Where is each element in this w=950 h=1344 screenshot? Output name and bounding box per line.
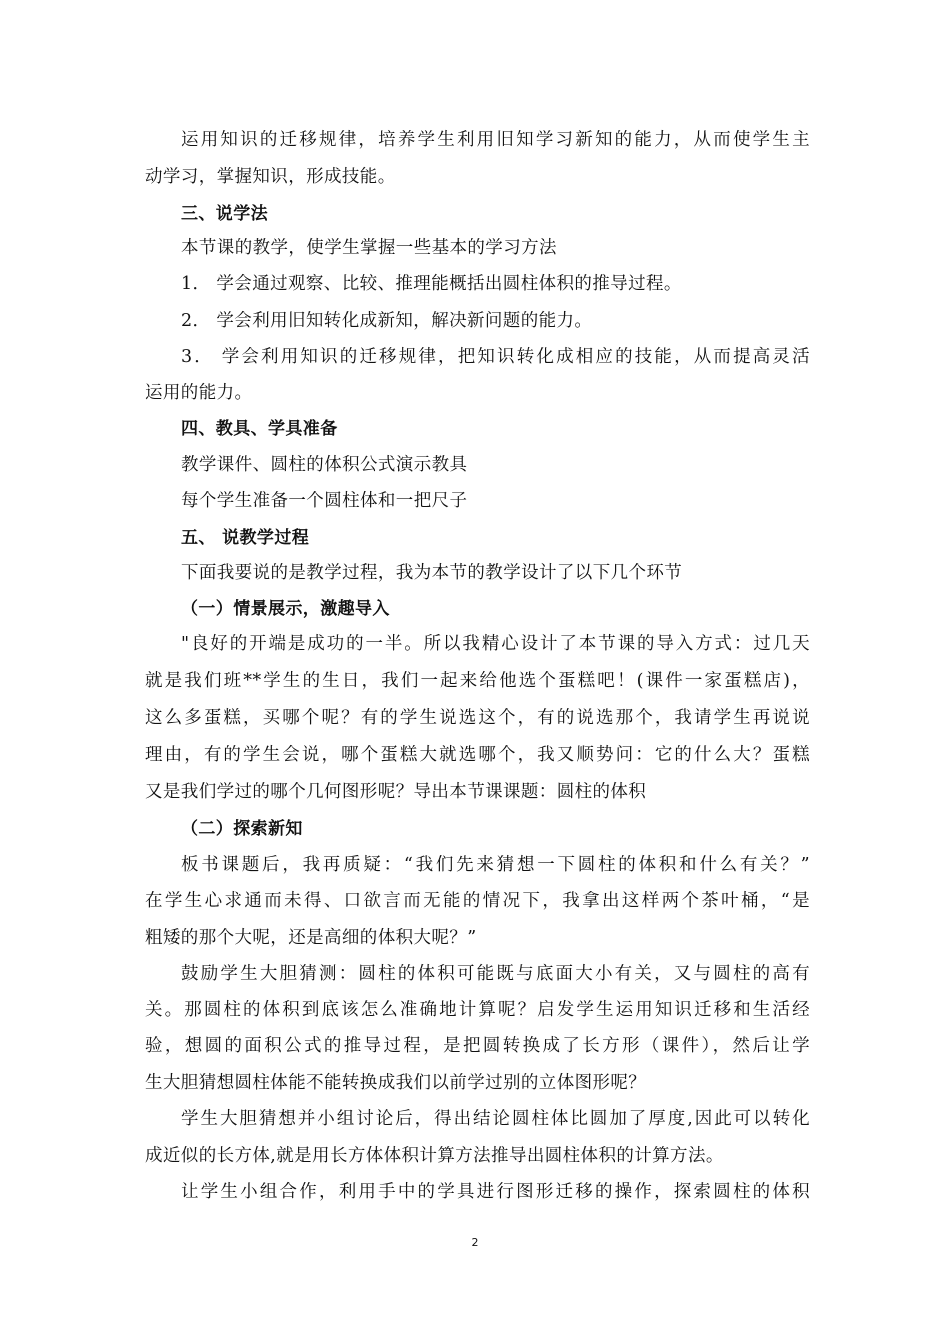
- paragraph-line: 让学生小组合作，利用手中的学具进行图形迁移的操作，探索圆柱的体积: [181, 1182, 810, 1202]
- paragraph-line: 就是我们班**学生的生日，我们一起来给他选个蛋糕吧！(课件一家蛋糕店)，: [145, 671, 810, 691]
- paragraph-line: 每个学生准备一个圆柱体和一把尺子: [181, 491, 468, 511]
- paragraph-line: 教学课件、圆柱的体积公式演示教具: [181, 455, 468, 475]
- paragraph-line: 理由，有的学生会说，哪个蛋糕大就选哪个，我又顺势问：它的什么大？蛋糕: [145, 745, 810, 765]
- paragraph-line: "良好的开端是成功的一半。所以我精心设计了本节课的导入方式：过几天: [181, 634, 810, 654]
- paragraph-line: 板书课题后，我再质疑：“我们先来猜想一下圆柱的体积和什么有关？”: [181, 855, 810, 875]
- paragraph-line: 在学生心求通而未得、口欲言而无能的情况下，我拿出这样两个茶叶桶，“是: [145, 891, 810, 911]
- paragraph-line: 鼓励学生大胆猜测：圆柱的体积可能既与底面大小有关，又与圆柱的高有: [181, 964, 810, 984]
- paragraph-line: 成近似的长方体,就是用长方体体积计算方法推导出圆柱体积的计算方法。: [145, 1146, 724, 1166]
- subsection-heading: （一）情景展示，激趣导入: [181, 599, 390, 619]
- section-heading: 四、教具、学具准备: [181, 419, 338, 439]
- paragraph-line: 这么多蛋糕，买哪个呢？有的学生说选这个，有的说选那个，我请学生再说说: [145, 708, 810, 728]
- paragraph-line: 学生大胆猜想并小组讨论后，得出结论圆柱体比圆加了厚度,因此可以转化: [181, 1109, 810, 1129]
- list-item: 3． 学会利用知识的迁移规律，把知识转化成相应的技能，从而提高灵活: [181, 347, 810, 367]
- list-item: 1． 学会通过观察、比较、推理能概括出圆柱体积的推导过程。: [181, 274, 682, 294]
- list-item: 2． 学会利用旧知转化成新知，解决新问题的能力。: [181, 311, 593, 331]
- paragraph-line: 下面我要说的是教学过程，我为本节的教学设计了以下几个环节: [181, 563, 683, 583]
- subsection-heading: （二）探索新知: [181, 819, 303, 839]
- paragraph-line: 粗矮的那个大呢，还是高细的体积大呢？”: [145, 928, 477, 948]
- paragraph-line: 本节课的教学，使学生掌握一些基本的学习方法: [181, 238, 557, 258]
- paragraph-line: 关。那圆柱的体积到底该怎么准确地计算呢？启发学生运用知识迁移和生活经: [145, 1000, 810, 1020]
- paragraph-line: 运用知识的迁移规律，培养学生利用旧知学习新知的能力，从而使学生主: [181, 130, 810, 150]
- paragraph-line: 动学习，掌握知识，形成技能。: [145, 167, 396, 187]
- paragraph-line: 运用的能力。: [145, 383, 253, 403]
- section-heading: 五、 说教学过程: [181, 528, 310, 548]
- paragraph-line: 又是我们学过的哪个几何图形呢？导出本节课课题：圆柱的体积: [145, 782, 647, 802]
- page-number: 2: [471, 1236, 479, 1249]
- section-heading: 三、说学法: [181, 204, 268, 224]
- paragraph-line: 生大胆猜想圆柱体能不能转换成我们以前学过别的立体图形呢？: [145, 1073, 647, 1093]
- paragraph-line: 验，想圆的面积公式的推导过程，是把圆转换成了长方形（课件），然后让学: [145, 1036, 810, 1056]
